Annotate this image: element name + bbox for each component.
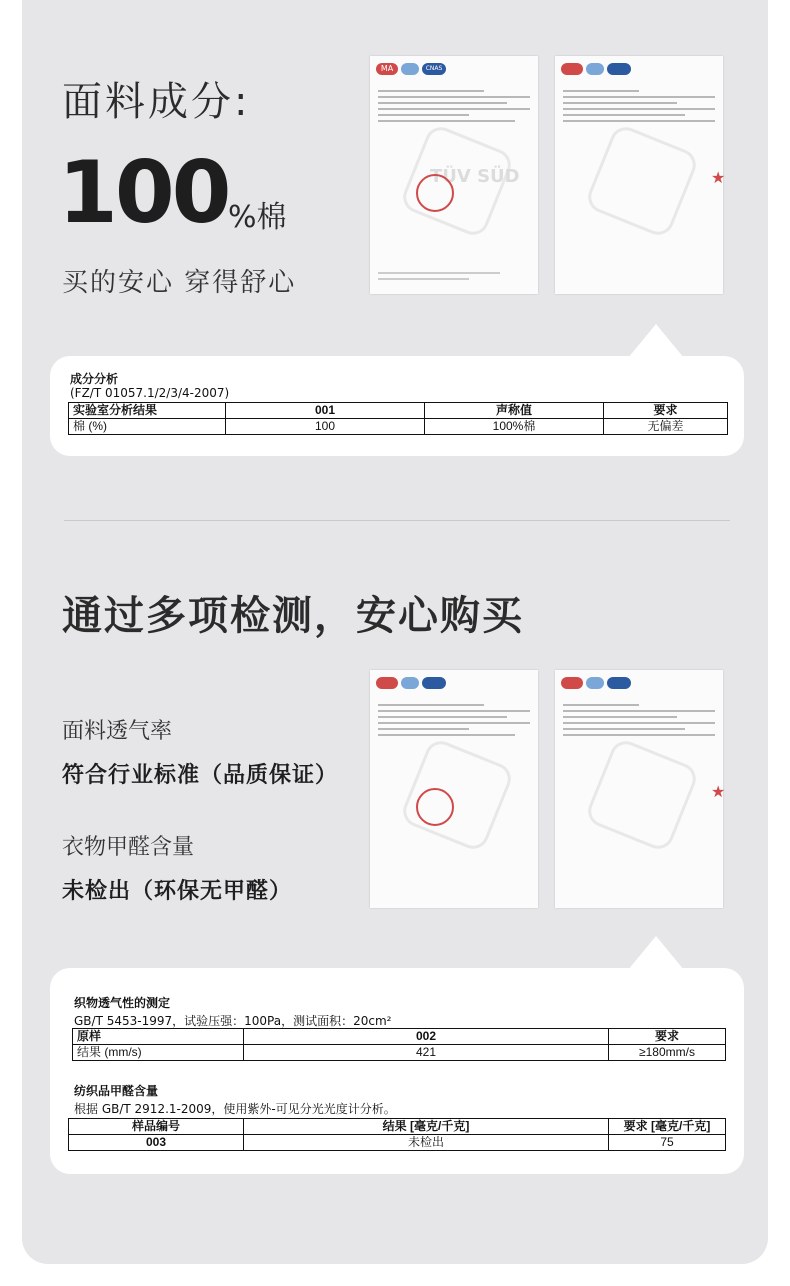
ilac-logo — [586, 63, 604, 75]
table-cell: 100 — [226, 419, 425, 435]
table-header: 要求 — [604, 403, 728, 419]
tuv-watermark — [583, 736, 700, 853]
test-certificate-image — [370, 56, 538, 294]
table-cell: 结果 (mm/s) — [73, 1045, 244, 1061]
certification-logos — [561, 63, 631, 75]
tuv-watermark — [398, 736, 515, 853]
table-header: 声称值 — [425, 403, 604, 419]
breathability-value: 符合行业标准（品质保证） — [62, 763, 339, 788]
table-cell: 421 — [244, 1045, 609, 1061]
test-certificate-image — [555, 56, 726, 294]
tuv-watermark — [583, 122, 700, 239]
test-results-card — [50, 968, 744, 1174]
red-stamp-icon: ★ — [711, 782, 726, 801]
table-header: 002 — [244, 1029, 609, 1045]
formaldehyde-table — [68, 1118, 726, 1151]
section1-title: 面料成分: — [62, 79, 251, 125]
section1-subtitle: 买的安心 穿得舒心 — [62, 268, 297, 298]
ilac-logo — [586, 677, 604, 689]
cnas-logo: CNAS — [422, 63, 446, 75]
formaldehyde-label: 衣物甲醛含量 — [62, 835, 195, 860]
certification-logos — [376, 63, 446, 75]
card-pointer — [628, 324, 684, 358]
breathability-table-title: 织物透气性的测定 — [74, 996, 171, 1010]
cnas-logo — [607, 677, 631, 689]
tuv-mark: TÜV SÜD — [430, 166, 520, 187]
composition-table — [68, 402, 728, 435]
composition-standard: (FZ/T 01057.1/2/3/4-2007) — [70, 386, 230, 400]
ilac-logo — [401, 677, 419, 689]
table-header: 原样 — [73, 1029, 244, 1045]
formaldehyde-table-title: 纺织品甲醛含量 — [74, 1084, 159, 1098]
table-header-row — [73, 1029, 726, 1045]
red-stamp-icon: ★ — [711, 168, 726, 187]
table-cell: 100%棉 — [425, 419, 604, 435]
cnas-logo — [422, 677, 446, 689]
table-cell: 75 — [609, 1135, 726, 1151]
table-row — [69, 1135, 726, 1151]
composition-card — [50, 356, 744, 456]
breathability-standard: GB/T 5453-1997，试验压强：100Pa，测试面积：20cm² — [74, 1014, 392, 1028]
ilac-logo — [401, 63, 419, 75]
table-header: 实验室分析结果 — [69, 403, 226, 419]
table-cell: 棉 (%) — [69, 419, 226, 435]
table-row — [73, 1045, 726, 1061]
table-header: 要求 — [609, 1029, 726, 1045]
cnas-logo — [607, 63, 631, 75]
composition-table-title: 成分分析 — [70, 372, 119, 386]
table-header: 001 — [226, 403, 425, 419]
table-cell: 003 — [69, 1135, 244, 1151]
red-seal-icon — [416, 788, 454, 826]
table-cell: 无偏差 — [604, 419, 728, 435]
test-certificate-image — [370, 670, 538, 908]
test-certificate-image — [555, 670, 726, 908]
card-pointer — [628, 936, 684, 970]
table-header: 结果 [毫克/千克] — [244, 1119, 609, 1135]
table-row — [69, 419, 728, 435]
formaldehyde-standard: 根据 GB/T 2912.1-2009，使用紫外-可见分光光度计分析。 — [74, 1102, 396, 1116]
ma-logo: MA — [376, 63, 398, 75]
section2-title: 通过多项检测，安心购买 — [62, 593, 524, 639]
cotton-unit: %棉 — [228, 200, 287, 235]
red-seal-icon — [416, 174, 454, 212]
cotton-percentage: 100 — [58, 143, 229, 243]
formaldehyde-value: 未检出（环保无甲醛） — [62, 879, 293, 904]
table-header-row — [69, 403, 728, 419]
breathability-label: 面料透气率 — [62, 719, 173, 744]
table-cell: ≥180mm/s — [609, 1045, 726, 1061]
section-divider — [64, 520, 730, 521]
table-header-row — [69, 1119, 726, 1135]
table-header: 样品编号 — [69, 1119, 244, 1135]
table-header: 要求 [毫克/千克] — [609, 1119, 726, 1135]
table-cell: 未检出 — [244, 1135, 609, 1151]
ma-logo — [561, 677, 583, 689]
ma-logo — [561, 63, 583, 75]
breathability-table — [72, 1028, 726, 1061]
ma-logo — [376, 677, 398, 689]
